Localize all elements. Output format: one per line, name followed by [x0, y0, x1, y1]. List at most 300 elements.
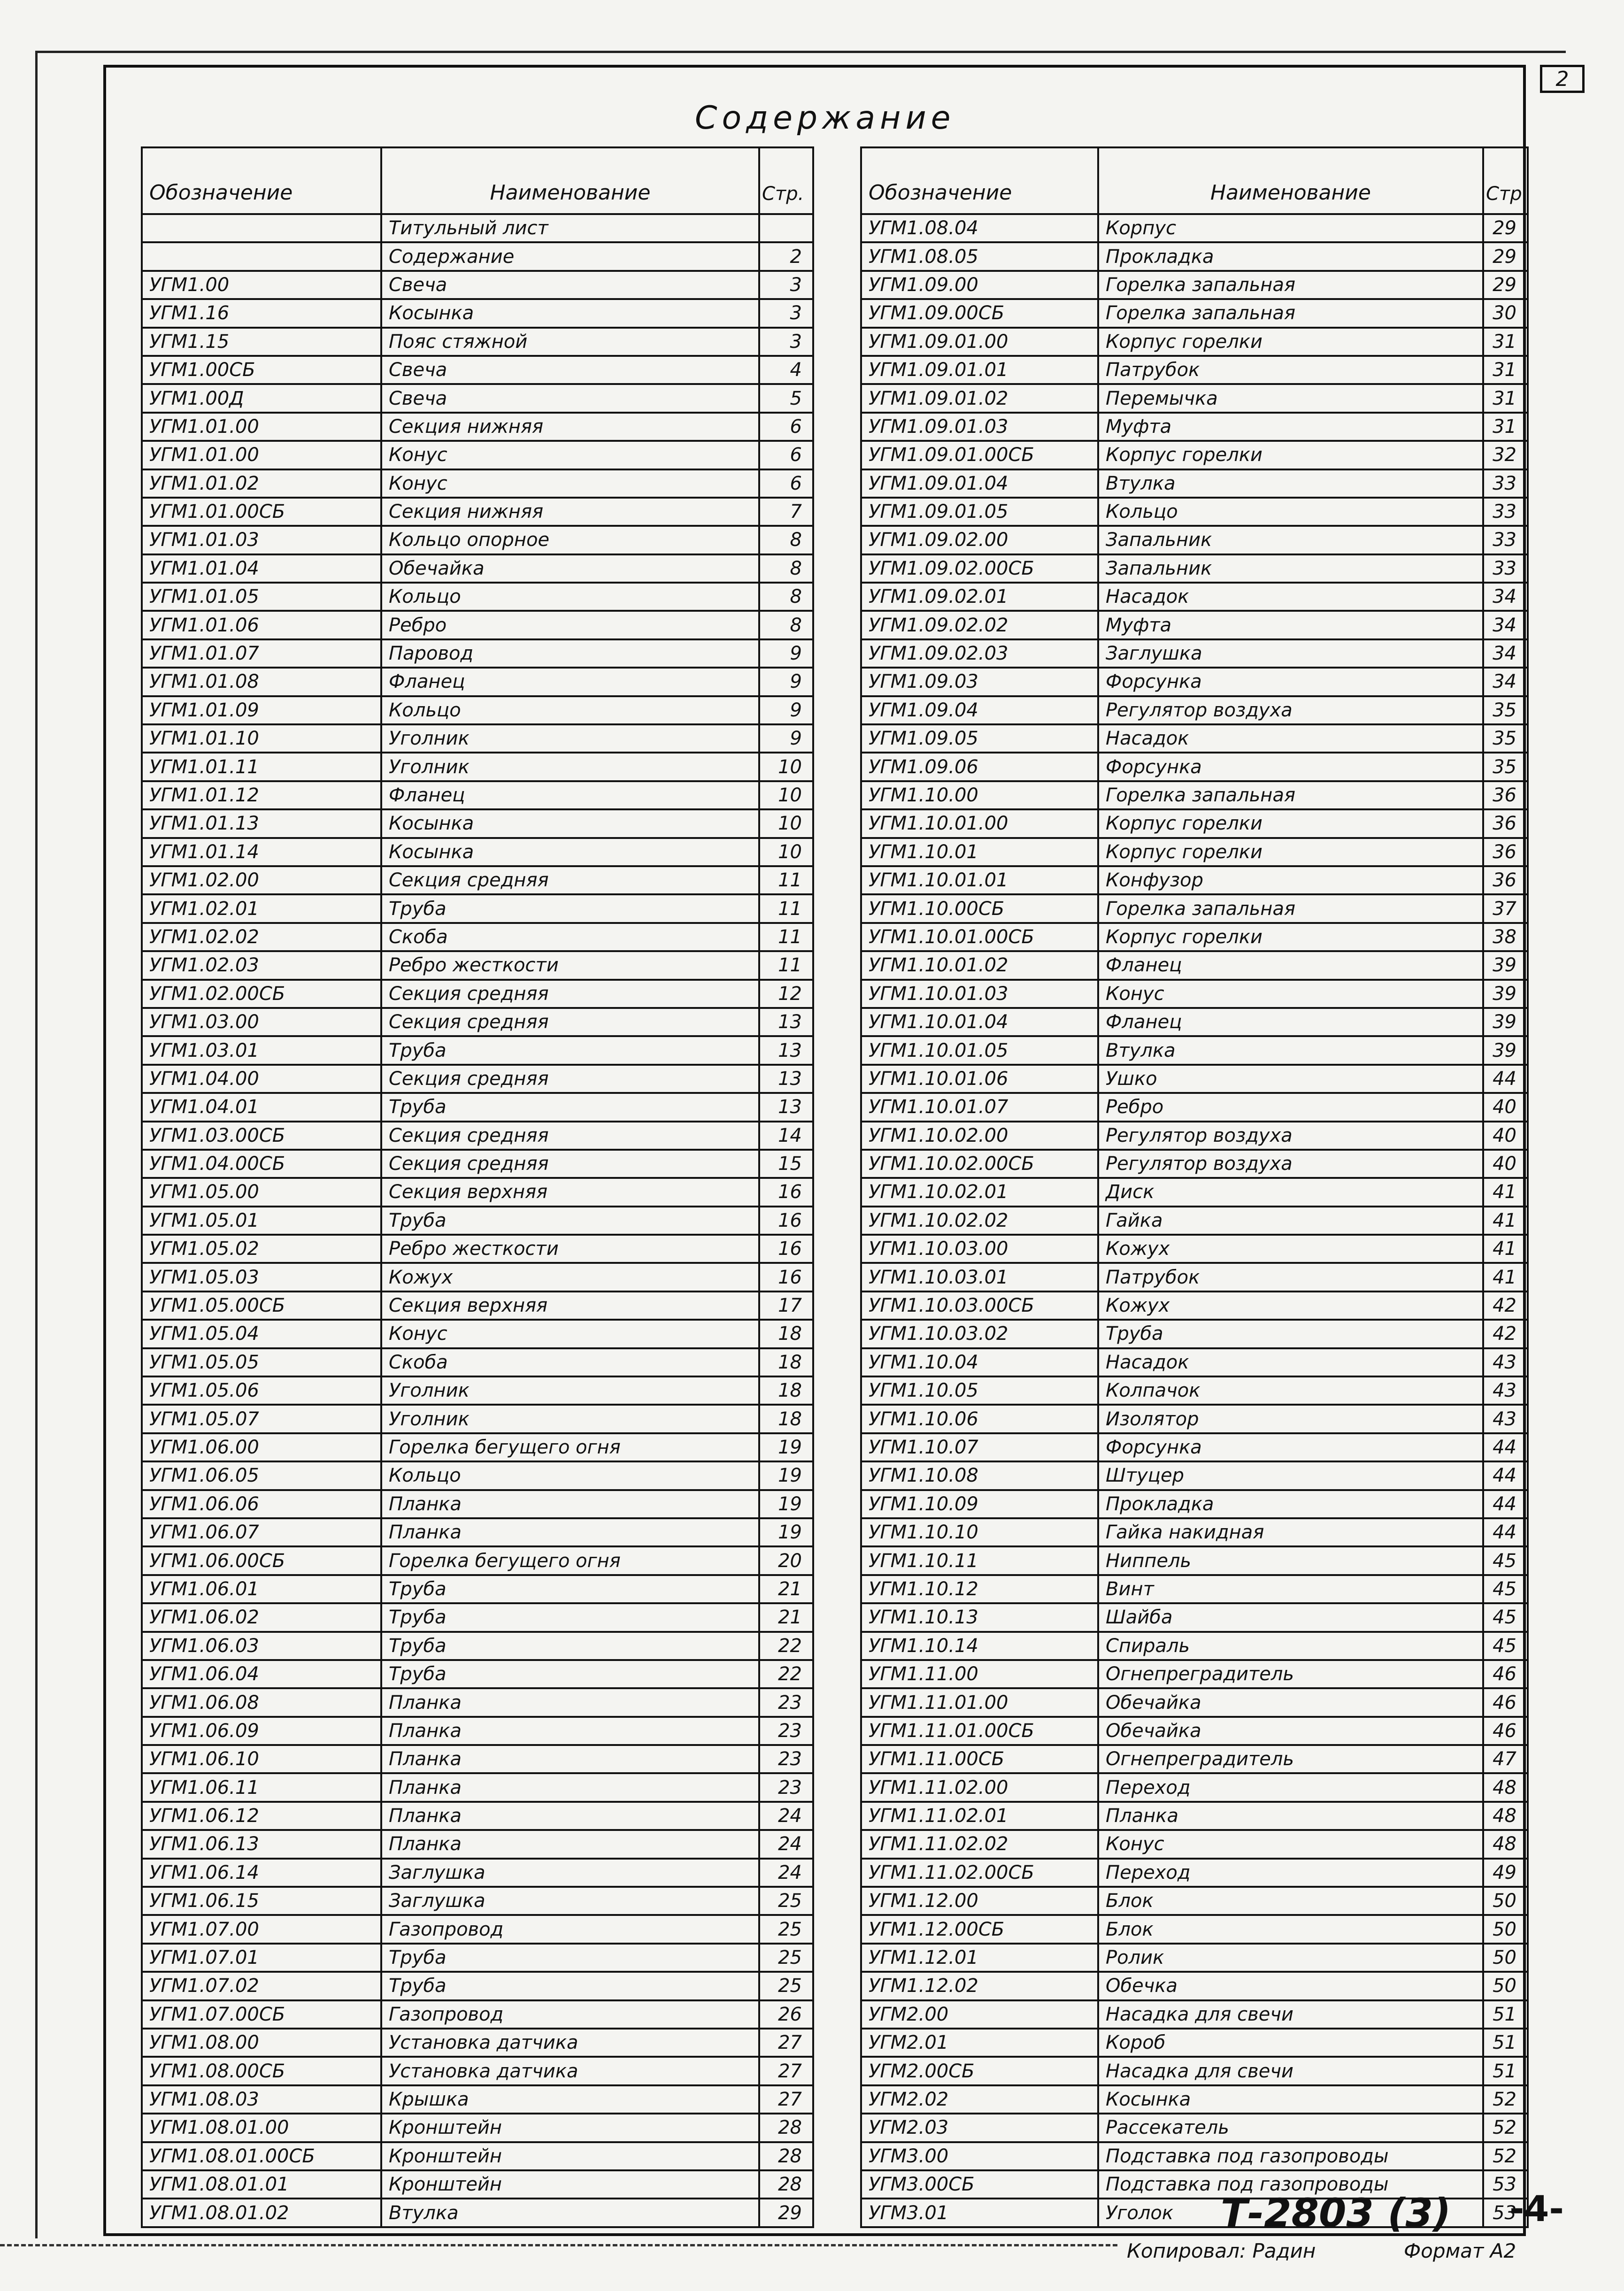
row-name: Муфта [1098, 413, 1483, 441]
row-code: УГМ1.02.02 [142, 923, 381, 951]
table-row [861, 469, 1528, 498]
row-page: 36 [1483, 866, 1528, 894]
row-code: УГМ1.04.00СБ [142, 1150, 381, 1178]
row-page: 5 [759, 384, 813, 412]
table-row [142, 1263, 813, 1291]
table-row [142, 1915, 813, 1943]
row-code: УГМ1.00Д [142, 384, 381, 412]
row-code: УГМ1.09.01.01 [861, 356, 1098, 384]
row-page: 33 [1483, 554, 1528, 583]
row-page: 24 [759, 1859, 813, 1887]
row-name: Запальник [1098, 526, 1483, 554]
row-name: Труба [381, 1632, 759, 1660]
row-page: 51 [1483, 2057, 1528, 2085]
row-page: 31 [1483, 413, 1528, 441]
row-name: Форсунка [1098, 753, 1483, 781]
row-name: Планка [381, 1773, 759, 1801]
row-name: Обечайка [381, 554, 759, 583]
row-page: 16 [759, 1207, 813, 1235]
row-page: 18 [759, 1320, 813, 1348]
table-row [861, 242, 1528, 270]
row-code: УГМ1.11.02.01 [861, 1802, 1098, 1830]
row-name: Кольцо [381, 583, 759, 611]
row-code: УГМ1.01.12 [142, 781, 381, 809]
row-page: 29 [759, 2199, 813, 2227]
row-page: 44 [1483, 1518, 1528, 1546]
row-page: 8 [759, 526, 813, 554]
table-row [142, 328, 813, 356]
row-page: 48 [1483, 1802, 1528, 1830]
table-header-row [861, 147, 1528, 214]
row-page: 29 [1483, 242, 1528, 270]
row-code: УГМ1.05.04 [142, 1320, 381, 1348]
row-code: УГМ1.10.01.07 [861, 1093, 1098, 1121]
row-name: Заглушка [381, 1859, 759, 1887]
row-name: Горелка запальная [1098, 271, 1483, 299]
table-row [142, 583, 813, 611]
row-code: УГМ1.09.01.02 [861, 384, 1098, 412]
row-page: 46 [1483, 1717, 1528, 1745]
table-row [142, 384, 813, 412]
table-row [142, 526, 813, 554]
row-code: УГМ1.06.00 [142, 1433, 381, 1461]
table-row [142, 299, 813, 327]
row-page: 6 [759, 413, 813, 441]
row-name: Насадок [1098, 583, 1483, 611]
table-row [142, 2114, 813, 2142]
row-code: УГМ1.05.06 [142, 1376, 381, 1405]
row-page: 22 [759, 1632, 813, 1660]
table-row [861, 1405, 1528, 1433]
table-row [142, 951, 813, 979]
row-page: 19 [759, 1433, 813, 1461]
table-row [861, 1887, 1528, 1915]
table-row [142, 724, 813, 753]
table-row [142, 1632, 813, 1660]
row-code: УГМ1.05.00 [142, 1178, 381, 1206]
row-name: Штуцер [1098, 1461, 1483, 1490]
row-code: УГМ1.05.00СБ [142, 1292, 381, 1320]
row-page: 42 [1483, 1320, 1528, 1348]
row-page: 3 [759, 299, 813, 327]
row-code: УГМ1.10.03.00СБ [861, 1292, 1098, 1320]
row-code: УГМ1.09.05 [861, 724, 1098, 753]
table-row [142, 1292, 813, 1320]
row-name: Секция нижняя [381, 413, 759, 441]
row-page: 25 [759, 1915, 813, 1943]
row-code: УГМ1.10.03.00 [861, 1235, 1098, 1263]
table-row [861, 441, 1528, 469]
row-code: УГМ1.06.14 [142, 1859, 381, 1887]
row-code: УГМ1.09.02.00СБ [861, 554, 1098, 583]
row-page: 23 [759, 1773, 813, 1801]
table-row [142, 1575, 813, 1603]
row-code: УГМ1.11.00СБ [861, 1745, 1098, 1773]
table-row [861, 1150, 1528, 1178]
row-code: УГМ1.10.01.05 [861, 1036, 1098, 1064]
row-name: Ребро жесткости [381, 1235, 759, 1263]
row-code: УГМ1.04.00 [142, 1065, 381, 1093]
row-code: УГМ1.11.00 [861, 1660, 1098, 1688]
row-name: Планка [381, 1688, 759, 1716]
row-code: УГМ1.11.01.00 [861, 1688, 1098, 1716]
row-page: 11 [759, 951, 813, 979]
table-row [142, 668, 813, 696]
row-code: УГМ2.03 [861, 2114, 1098, 2142]
row-page: 18 [759, 1405, 813, 1433]
outer-frame-left [35, 51, 38, 2238]
row-name: Скоба [381, 1348, 759, 1376]
contents-table-right [860, 146, 1529, 2228]
page-number: 2 [1540, 65, 1585, 93]
row-page: 42 [1483, 1292, 1528, 1320]
row-name: Ребро [1098, 1093, 1483, 1121]
row-name: Насадка для свечи [1098, 2057, 1483, 2085]
table-row [142, 1944, 813, 1972]
row-name: Горелка бегущего огня [381, 1433, 759, 1461]
row-page: 13 [759, 1093, 813, 1121]
row-name: Насадок [1098, 1348, 1483, 1376]
table-row [861, 2142, 1528, 2170]
row-page: 8 [759, 611, 813, 639]
row-page: 45 [1483, 1575, 1528, 1603]
row-code: УГМ1.10.08 [861, 1461, 1098, 1490]
row-code: УГМ1.02.00 [142, 866, 381, 894]
row-page: 39 [1483, 951, 1528, 979]
row-name: Ролик [1098, 1944, 1483, 1972]
row-page: 9 [759, 668, 813, 696]
row-code: УГМ1.07.00 [142, 1915, 381, 1943]
row-page: 51 [1483, 2000, 1528, 2029]
row-code: УГМ1.15 [142, 328, 381, 356]
table-header-row [142, 147, 813, 214]
row-code: УГМ1.08.00 [142, 2029, 381, 2057]
row-page: 40 [1483, 1122, 1528, 1150]
row-name: Крышка [381, 2085, 759, 2114]
row-name: Огнепреградитель [1098, 1660, 1483, 1688]
row-code: УГМ1.11.02.02 [861, 1830, 1098, 1858]
row-page: 9 [759, 696, 813, 724]
row-name: Косынка [381, 809, 759, 838]
row-code: УГМ1.10.09 [861, 1490, 1098, 1518]
row-page: 13 [759, 1065, 813, 1093]
row-page: 40 [1483, 1093, 1528, 1121]
row-page: 44 [1483, 1065, 1528, 1093]
row-name: Прокладка [1098, 242, 1483, 270]
row-name: Корпус горелки [1098, 328, 1483, 356]
row-name: Труба [1098, 1320, 1483, 1348]
row-code: УГМ1.09.02.03 [861, 639, 1098, 668]
row-name: Регулятор воздуха [1098, 1122, 1483, 1150]
row-page: 11 [759, 866, 813, 894]
row-page: 31 [1483, 328, 1528, 356]
row-page: 53 [1483, 2170, 1528, 2199]
row-name: Косынка [1098, 2085, 1483, 2114]
document-stamp: Т-2803 (3) [1221, 2190, 1451, 2236]
table-row [861, 1320, 1528, 1348]
row-page: 10 [759, 809, 813, 838]
row-name: Газопровод [381, 1915, 759, 1943]
table-row [861, 923, 1528, 951]
table-row [861, 413, 1528, 441]
table-row [861, 781, 1528, 809]
table-row [142, 2000, 813, 2029]
table-row [861, 1461, 1528, 1490]
row-code: УГМ3.01 [861, 2199, 1098, 2227]
row-code: УГМ1.07.00СБ [142, 2000, 381, 2029]
row-name: Установка датчика [381, 2029, 759, 2057]
row-page: 24 [759, 1802, 813, 1830]
row-name: Заглушка [381, 1887, 759, 1915]
table-row [861, 1688, 1528, 1716]
row-name: Ребро [381, 611, 759, 639]
row-code: УГМ2.00 [861, 2000, 1098, 2029]
row-page: 40 [1483, 1150, 1528, 1178]
row-code: УГМ2.00СБ [861, 2057, 1098, 2085]
row-name: Насадка для свечи [1098, 2000, 1483, 2029]
row-code: УГМ1.10.01.04 [861, 1008, 1098, 1036]
table-row [142, 781, 813, 809]
row-code: УГМ1.03.00СБ [142, 1122, 381, 1150]
row-page: 47 [1483, 1745, 1528, 1773]
row-page: 50 [1483, 1944, 1528, 1972]
table-row [142, 1773, 813, 1801]
row-page: 13 [759, 1008, 813, 1036]
table-row [142, 1348, 813, 1376]
row-page: 25 [759, 1887, 813, 1915]
row-code: УГМ1.03.00 [142, 1008, 381, 1036]
row-code: УГМ1.09.00СБ [861, 299, 1098, 327]
table-row [142, 1972, 813, 2000]
row-page: 27 [759, 2085, 813, 2114]
row-page: 8 [759, 554, 813, 583]
row-page: 32 [1483, 441, 1528, 469]
table-row [861, 866, 1528, 894]
row-name: Конус [1098, 980, 1483, 1008]
table-row [861, 1235, 1528, 1263]
table-row [142, 1717, 813, 1745]
row-code: УГМ1.11.01.00СБ [861, 1717, 1098, 1745]
row-page: 35 [1483, 724, 1528, 753]
row-name: Свеча [381, 356, 759, 384]
table-row [861, 1603, 1528, 1631]
row-name: Планка [1098, 1802, 1483, 1830]
row-code: УГМ3.00СБ [861, 2170, 1098, 2199]
table-row [142, 611, 813, 639]
table-row [142, 1887, 813, 1915]
table-row [861, 1546, 1528, 1575]
row-page: 20 [759, 1546, 813, 1575]
row-page: 28 [759, 2142, 813, 2170]
row-code: УГМ2.01 [861, 2029, 1098, 2057]
table-row [142, 356, 813, 384]
row-name: Горелка запальная [1098, 894, 1483, 923]
table-row [861, 1830, 1528, 1858]
row-page: 19 [759, 1518, 813, 1546]
table-row [142, 1518, 813, 1546]
table-row [861, 1944, 1528, 1972]
table-row [142, 1008, 813, 1036]
row-page: 36 [1483, 781, 1528, 809]
row-page: 50 [1483, 1915, 1528, 1943]
row-name: Планка [381, 1745, 759, 1773]
table-row [861, 356, 1528, 384]
table-row [142, 214, 813, 242]
header-page: Стр [1483, 147, 1528, 214]
row-code: УГМ1.08.03 [142, 2085, 381, 2114]
row-code: УГМ1.01.13 [142, 809, 381, 838]
row-code: УГМ1.10.13 [861, 1603, 1098, 1631]
table-row [861, 1490, 1528, 1518]
row-name: Труба [381, 1944, 759, 1972]
row-name: Заглушка [1098, 639, 1483, 668]
table-row [861, 526, 1528, 554]
row-name: Спираль [1098, 1632, 1483, 1660]
row-page: 9 [759, 639, 813, 668]
row-code: УГМ1.00 [142, 271, 381, 299]
table-row [861, 2114, 1528, 2142]
row-name: Регулятор воздуха [1098, 696, 1483, 724]
row-code: УГМ1.09.02.00 [861, 526, 1098, 554]
row-name: Кронштейн [381, 2170, 759, 2199]
row-page: 27 [759, 2057, 813, 2085]
row-page: 2 [759, 242, 813, 270]
row-code: УГМ1.01.06 [142, 611, 381, 639]
row-name: Втулка [1098, 1036, 1483, 1064]
row-name: Планка [381, 1490, 759, 1518]
row-name: Газопровод [381, 2000, 759, 2029]
row-code: УГМ1.10.02.00 [861, 1122, 1098, 1150]
row-name: Прокладка [1098, 1490, 1483, 1518]
row-page: 45 [1483, 1546, 1528, 1575]
row-page: 26 [759, 2000, 813, 2029]
row-name: Конус [381, 469, 759, 498]
row-name: Секция верхняя [381, 1178, 759, 1206]
table-row [861, 1660, 1528, 1688]
row-code: УГМ1.01.14 [142, 838, 381, 866]
row-code: УГМ1.12.01 [861, 1944, 1098, 1972]
row-page: 38 [1483, 923, 1528, 951]
row-page: 8 [759, 583, 813, 611]
row-page: 18 [759, 1348, 813, 1376]
row-page: 43 [1483, 1376, 1528, 1405]
row-code: УГМ1.01.00 [142, 413, 381, 441]
row-code: УГМ1.10.01.02 [861, 951, 1098, 979]
row-name: Фланец [381, 781, 759, 809]
row-name: Блок [1098, 1887, 1483, 1915]
row-name: Изолятор [1098, 1405, 1483, 1433]
row-name: Фланец [1098, 951, 1483, 979]
row-name: Паровод [381, 639, 759, 668]
row-name: Горелка запальная [1098, 299, 1483, 327]
row-page: 6 [759, 441, 813, 469]
row-name: Кольцо [1098, 498, 1483, 526]
table-row [861, 1518, 1528, 1546]
row-code: УГМ1.00СБ [142, 356, 381, 384]
row-page: 17 [759, 1292, 813, 1320]
table-row [861, 696, 1528, 724]
row-name: Свеча [381, 271, 759, 299]
row-page: 45 [1483, 1632, 1528, 1660]
row-code: УГМ1.08.01.00 [142, 2114, 381, 2142]
row-code: УГМ1.01.05 [142, 583, 381, 611]
table-row [861, 1915, 1528, 1943]
row-name: Планка [381, 1518, 759, 1546]
row-page: 10 [759, 753, 813, 781]
row-page: 41 [1483, 1235, 1528, 1263]
row-page: 50 [1483, 1972, 1528, 2000]
table-row [861, 583, 1528, 611]
row-name: Кожух [1098, 1235, 1483, 1263]
row-code: УГМ1.11.02.00 [861, 1773, 1098, 1801]
table-row [861, 1575, 1528, 1603]
row-name: Кольцо опорное [381, 526, 759, 554]
row-name: Перемычка [1098, 384, 1483, 412]
row-code: УГМ1.10.01.06 [861, 1065, 1098, 1093]
row-code: УГМ1.05.02 [142, 1235, 381, 1263]
row-name: Винт [1098, 1575, 1483, 1603]
table-row [142, 980, 813, 1008]
row-code: УГМ1.09.01.03 [861, 413, 1098, 441]
table-row [861, 2029, 1528, 2057]
row-name: Короб [1098, 2029, 1483, 2057]
row-page: 39 [1483, 980, 1528, 1008]
row-name: Установка датчика [381, 2057, 759, 2085]
table-row [142, 1859, 813, 1887]
row-code: УГМ1.02.00СБ [142, 980, 381, 1008]
row-code: УГМ1.06.04 [142, 1660, 381, 1688]
row-name: Рассекатель [1098, 2114, 1483, 2142]
row-page: 44 [1483, 1433, 1528, 1461]
row-code: УГМ1.10.02.01 [861, 1178, 1098, 1206]
row-name: Планка [381, 1802, 759, 1830]
row-code: УГМ1.12.02 [861, 1972, 1098, 2000]
row-name: Секция верхняя [381, 1292, 759, 1320]
table-row [861, 1207, 1528, 1235]
table-row [142, 1688, 813, 1716]
row-code: УГМ1.10.12 [861, 1575, 1098, 1603]
row-page: 33 [1483, 526, 1528, 554]
row-code: УГМ1.09.00 [861, 271, 1098, 299]
row-name: Секция нижняя [381, 498, 759, 526]
table-row [142, 271, 813, 299]
row-page: 25 [759, 1944, 813, 1972]
row-code: УГМ1.10.06 [861, 1405, 1098, 1433]
row-page: 9 [759, 724, 813, 753]
row-name: Кольцо [381, 1461, 759, 1490]
row-code: УГМ1.09.04 [861, 696, 1098, 724]
table-row [861, 809, 1528, 838]
row-code: УГМ1.01.10 [142, 724, 381, 753]
row-page: 41 [1483, 1263, 1528, 1291]
row-page: 48 [1483, 1830, 1528, 1858]
row-page: 43 [1483, 1348, 1528, 1376]
row-page: 52 [1483, 2142, 1528, 2170]
row-page: 39 [1483, 1036, 1528, 1064]
row-page: 31 [1483, 384, 1528, 412]
table-row [861, 384, 1528, 412]
row-name: Корпус горелки [1098, 923, 1483, 951]
row-code: УГМ1.10.01 [861, 838, 1098, 866]
row-name: Труба [381, 1660, 759, 1688]
row-code: УГМ1.08.01.00СБ [142, 2142, 381, 2170]
row-name: Гайка [1098, 1207, 1483, 1235]
row-name: Ниппель [1098, 1546, 1483, 1575]
table-row [142, 923, 813, 951]
row-name: Труба [381, 1972, 759, 2000]
row-page: 39 [1483, 1008, 1528, 1036]
row-name: Труба [381, 1093, 759, 1121]
